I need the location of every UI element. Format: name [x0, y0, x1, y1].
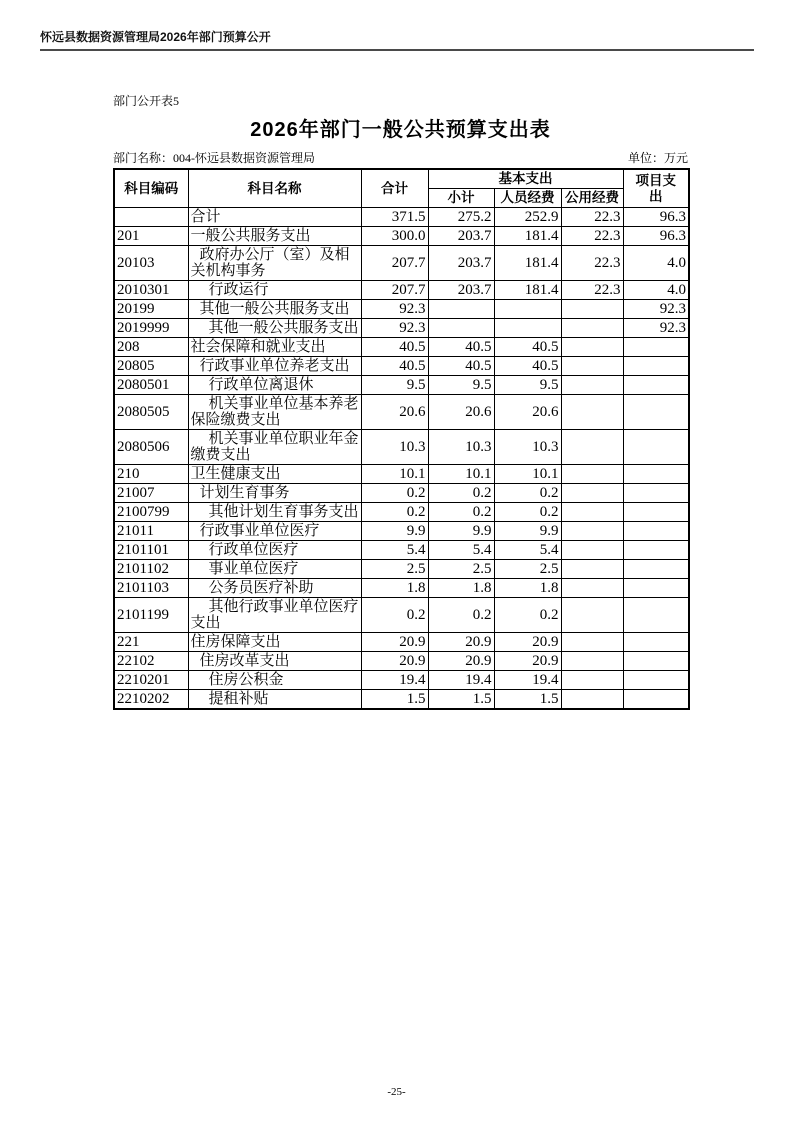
project-cell: 4.0	[623, 281, 689, 300]
personnel-cell: 252.9	[494, 208, 561, 227]
subtotal-cell: 5.4	[428, 541, 494, 560]
personnel-cell: 40.5	[494, 357, 561, 376]
table-row	[114, 633, 689, 652]
total-cell: 300.0	[361, 227, 428, 246]
project-cell: 96.3	[623, 227, 689, 246]
name-cell: 行政事业单位医疗	[188, 522, 361, 541]
name-cell: 公务员医疗补助	[188, 579, 361, 598]
project-cell	[623, 652, 689, 671]
total-cell: 40.5	[361, 338, 428, 357]
project-cell	[623, 430, 689, 465]
subtotal-cell: 9.9	[428, 522, 494, 541]
public-cell: 22.3	[561, 208, 623, 227]
total-cell: 19.4	[361, 671, 428, 690]
subtotal-cell: 1.5	[428, 690, 494, 710]
total-cell: 0.2	[361, 503, 428, 522]
public-cell	[561, 598, 623, 633]
subtotal-cell: 0.2	[428, 598, 494, 633]
name-cell: 机关事业单位职业年金缴费支出	[188, 430, 361, 465]
name-cell: 行政运行	[188, 281, 361, 300]
code-cell: 2080501	[114, 376, 188, 395]
col-header-total: 合计	[361, 169, 428, 208]
personnel-cell: 181.4	[494, 281, 561, 300]
name-cell: 政府办公厅（室）及相关机构事务	[188, 246, 361, 281]
col-header-name: 科目名称	[188, 169, 361, 208]
total-cell: 9.5	[361, 376, 428, 395]
name-cell: 提租补贴	[188, 690, 361, 710]
public-cell: 22.3	[561, 227, 623, 246]
project-cell: 96.3	[623, 208, 689, 227]
name-cell: 卫生健康支出	[188, 465, 361, 484]
project-cell	[623, 484, 689, 503]
code-cell: 2101101	[114, 541, 188, 560]
table-row	[114, 690, 689, 710]
total-cell: 40.5	[361, 357, 428, 376]
personnel-cell: 1.8	[494, 579, 561, 598]
name-cell: 其他行政事业单位医疗支出	[188, 598, 361, 633]
col-header-subtotal: 小计	[428, 189, 494, 208]
table-row	[114, 357, 689, 376]
subtotal-cell: 203.7	[428, 227, 494, 246]
personnel-cell: 181.4	[494, 227, 561, 246]
public-cell	[561, 465, 623, 484]
public-cell	[561, 579, 623, 598]
subtotal-cell: 10.3	[428, 430, 494, 465]
name-cell: 行政事业单位养老支出	[188, 357, 361, 376]
code-cell: 208	[114, 338, 188, 357]
name-cell: 机关事业单位基本养老保险缴费支出	[188, 395, 361, 430]
code-cell: 20805	[114, 357, 188, 376]
table-row	[114, 300, 689, 319]
table-head	[114, 169, 689, 208]
document-content	[113, 92, 688, 710]
col-header-basic: 基本支出	[428, 169, 623, 189]
col-header-project	[623, 169, 689, 208]
meta-row	[113, 149, 688, 166]
page-header-text: 怀远县数据资源管理局2026年部门预算公开	[40, 30, 271, 44]
personnel-cell: 181.4	[494, 246, 561, 281]
code-cell: 20199	[114, 300, 188, 319]
personnel-cell: 20.9	[494, 652, 561, 671]
total-cell: 20.9	[361, 652, 428, 671]
name-cell: 事业单位医疗	[188, 560, 361, 579]
subtotal-cell: 20.9	[428, 633, 494, 652]
personnel-cell: 0.2	[494, 484, 561, 503]
name-cell: 一般公共服务支出	[188, 227, 361, 246]
total-cell: 2.5	[361, 560, 428, 579]
total-cell: 20.6	[361, 395, 428, 430]
project-cell	[623, 598, 689, 633]
code-cell: 2080506	[114, 430, 188, 465]
project-cell: 92.3	[623, 300, 689, 319]
name-cell: 社会保障和就业支出	[188, 338, 361, 357]
total-cell: 9.9	[361, 522, 428, 541]
sheet-label: 部门公开表5	[113, 94, 180, 108]
table-row	[114, 319, 689, 338]
subtotal-cell	[428, 300, 494, 319]
total-cell: 1.5	[361, 690, 428, 710]
subtotal-cell: 0.2	[428, 503, 494, 522]
public-cell	[561, 395, 623, 430]
project-cell	[623, 357, 689, 376]
unit-label: 单位：万元	[627, 151, 688, 165]
table-row	[114, 430, 689, 465]
personnel-cell	[494, 300, 561, 319]
name-cell: 其他一般公共服务支出	[188, 319, 361, 338]
project-cell	[623, 376, 689, 395]
personnel-cell: 9.9	[494, 522, 561, 541]
public-cell: 22.3	[561, 246, 623, 281]
table-row	[114, 208, 689, 227]
subtotal-cell: 275.2	[428, 208, 494, 227]
project-cell	[623, 560, 689, 579]
total-cell: 10.3	[361, 430, 428, 465]
code-cell: 210	[114, 465, 188, 484]
code-cell: 2010301	[114, 281, 188, 300]
code-cell: 2101102	[114, 560, 188, 579]
table-row	[114, 671, 689, 690]
total-cell: 92.3	[361, 319, 428, 338]
col-header-code: 科目编码	[114, 169, 188, 208]
table-row	[114, 281, 689, 300]
table-row	[114, 465, 689, 484]
subtotal-cell: 203.7	[428, 246, 494, 281]
table-row	[114, 522, 689, 541]
personnel-cell: 1.5	[494, 690, 561, 710]
table-row	[114, 227, 689, 246]
total-cell: 207.7	[361, 281, 428, 300]
table-row	[114, 541, 689, 560]
total-cell: 371.5	[361, 208, 428, 227]
personnel-cell: 10.3	[494, 430, 561, 465]
name-cell: 住房公积金	[188, 671, 361, 690]
total-cell: 0.2	[361, 598, 428, 633]
public-cell	[561, 357, 623, 376]
personnel-cell	[494, 319, 561, 338]
table-row	[114, 338, 689, 357]
total-cell: 0.2	[361, 484, 428, 503]
subtotal-cell	[428, 319, 494, 338]
public-cell	[561, 338, 623, 357]
total-cell: 92.3	[361, 300, 428, 319]
total-cell: 207.7	[361, 246, 428, 281]
total-cell: 5.4	[361, 541, 428, 560]
table-row	[114, 560, 689, 579]
personnel-cell: 20.9	[494, 633, 561, 652]
public-cell	[561, 633, 623, 652]
name-cell: 计划生育事务	[188, 484, 361, 503]
personnel-cell: 20.6	[494, 395, 561, 430]
public-cell	[561, 503, 623, 522]
total-cell: 20.9	[361, 633, 428, 652]
subtotal-cell: 1.8	[428, 579, 494, 598]
subtotal-cell: 10.1	[428, 465, 494, 484]
project-cell	[623, 395, 689, 430]
subtotal-cell: 40.5	[428, 357, 494, 376]
col-header-project-label: 项目支出	[635, 172, 677, 204]
personnel-cell: 2.5	[494, 560, 561, 579]
personnel-cell: 9.5	[494, 376, 561, 395]
subtotal-cell: 203.7	[428, 281, 494, 300]
personnel-cell: 10.1	[494, 465, 561, 484]
subtotal-cell: 2.5	[428, 560, 494, 579]
table-row	[114, 376, 689, 395]
project-cell	[623, 503, 689, 522]
col-header-public: 公用经费	[561, 189, 623, 208]
project-cell	[623, 671, 689, 690]
name-cell: 行政单位离退休	[188, 376, 361, 395]
name-cell: 其他计划生育事务支出	[188, 503, 361, 522]
name-cell: 合计	[188, 208, 361, 227]
public-cell	[561, 522, 623, 541]
name-cell: 住房改革支出	[188, 652, 361, 671]
code-cell: 2019999	[114, 319, 188, 338]
code-cell: 21007	[114, 484, 188, 503]
project-cell	[623, 690, 689, 710]
public-cell	[561, 690, 623, 710]
subtotal-cell: 20.6	[428, 395, 494, 430]
project-cell	[623, 541, 689, 560]
table-row	[114, 395, 689, 430]
public-cell	[561, 652, 623, 671]
code-cell: 22102	[114, 652, 188, 671]
name-cell: 其他一般公共服务支出	[188, 300, 361, 319]
code-cell: 2101199	[114, 598, 188, 633]
table-row	[114, 503, 689, 522]
public-cell	[561, 376, 623, 395]
department-name: 部门名称：004-怀远县数据资源管理局	[113, 151, 315, 165]
public-cell	[561, 430, 623, 465]
subtotal-cell: 20.9	[428, 652, 494, 671]
public-cell	[561, 484, 623, 503]
subtotal-cell: 0.2	[428, 484, 494, 503]
public-cell	[561, 300, 623, 319]
project-cell: 4.0	[623, 246, 689, 281]
project-cell	[623, 522, 689, 541]
total-cell: 1.8	[361, 579, 428, 598]
page-footer	[0, 1086, 793, 1098]
budget-table	[113, 168, 690, 710]
code-cell: 20103	[114, 246, 188, 281]
public-cell	[561, 319, 623, 338]
public-cell: 22.3	[561, 281, 623, 300]
table-row	[114, 246, 689, 281]
code-cell: 21011	[114, 522, 188, 541]
subtotal-cell: 19.4	[428, 671, 494, 690]
project-cell: 92.3	[623, 319, 689, 338]
code-cell: 201	[114, 227, 188, 246]
name-cell: 住房保障支出	[188, 633, 361, 652]
public-cell	[561, 541, 623, 560]
table-row	[114, 484, 689, 503]
code-cell: 221	[114, 633, 188, 652]
project-cell	[623, 465, 689, 484]
personnel-cell: 19.4	[494, 671, 561, 690]
total-cell: 10.1	[361, 465, 428, 484]
project-cell	[623, 338, 689, 357]
personnel-cell: 0.2	[494, 598, 561, 633]
table-body	[114, 208, 689, 710]
code-cell	[114, 208, 188, 227]
public-cell	[561, 560, 623, 579]
subtotal-cell: 9.5	[428, 376, 494, 395]
code-cell: 2210202	[114, 690, 188, 710]
header-row-1	[114, 169, 689, 189]
page-number: -25-	[387, 1086, 406, 1098]
personnel-cell: 5.4	[494, 541, 561, 560]
code-cell: 2101103	[114, 579, 188, 598]
personnel-cell: 40.5	[494, 338, 561, 357]
code-cell: 2080505	[114, 395, 188, 430]
table-row	[114, 598, 689, 633]
table-row	[114, 579, 689, 598]
subtotal-cell: 40.5	[428, 338, 494, 357]
name-cell: 行政单位医疗	[188, 541, 361, 560]
document-title: 2026年部门一般公共预算支出表	[250, 119, 551, 141]
public-cell	[561, 671, 623, 690]
project-cell	[623, 579, 689, 598]
code-cell: 2100799	[114, 503, 188, 522]
page-header	[40, 28, 754, 51]
personnel-cell: 0.2	[494, 503, 561, 522]
project-cell	[623, 633, 689, 652]
col-header-personnel: 人员经费	[494, 189, 561, 208]
code-cell: 2210201	[114, 671, 188, 690]
table-row	[114, 652, 689, 671]
